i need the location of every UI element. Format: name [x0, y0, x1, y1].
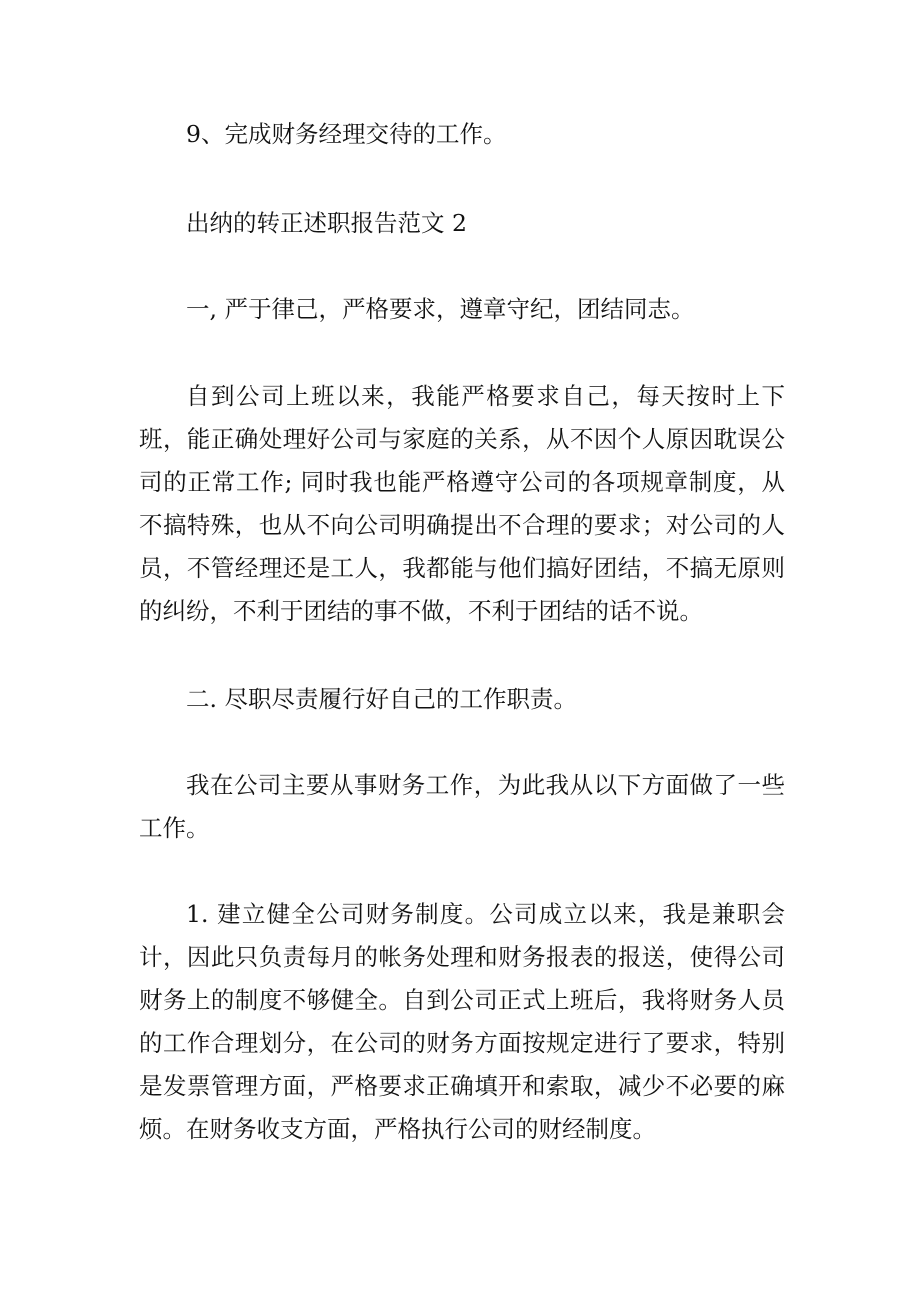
paragraph-discipline: 自到公司上班以来，我能严格要求自己，每天按时上下班，能正确处理好公司与家庭的关系，从不因个人原因耽误公司的正常工作; 同时我也能严格遵守公司的各项规章制度，从不搞特殊，也从不向公司明确提出不合理的要求；对公司的人员，不管经理还是工人，我都能与他们搞好团结，不搞无原则的纠纷，不利于团结的事不做，不利于团结的话不说。 [139, 382, 785, 625]
paragraph-finance-work: 我在公司主要从事财务工作，为此我从以下方面做了一些工作。 [139, 771, 785, 842]
heading-two: 二. 尽职尽责履行好自己的工作职责。 [186, 685, 577, 713]
paragraph-finance-system: 1. 建立健全公司财务制度。公司成立以来，我是兼职会计，因此只负责每月的帐务处理和财务报表的报送，使得公司财务上的制度不够健全。自到公司正式上班后，我将财务人员的工作合理划分，在公司的财务方面按规定进行了要求，特别是发票管理方面，严格要求正确填开和索取，减少不必要的麻烦。在财务收支方面，严格执行公司的财经制度。 [139, 900, 786, 1143]
paragraph-item-9: 9、完成财务经理交待的工作。 [186, 120, 507, 148]
heading-one: 一, 严于律己，严格要求，遵章守纪，团结同志。 [186, 295, 695, 323]
section-title: 出纳的转正述职报告范文 2 [186, 209, 467, 237]
